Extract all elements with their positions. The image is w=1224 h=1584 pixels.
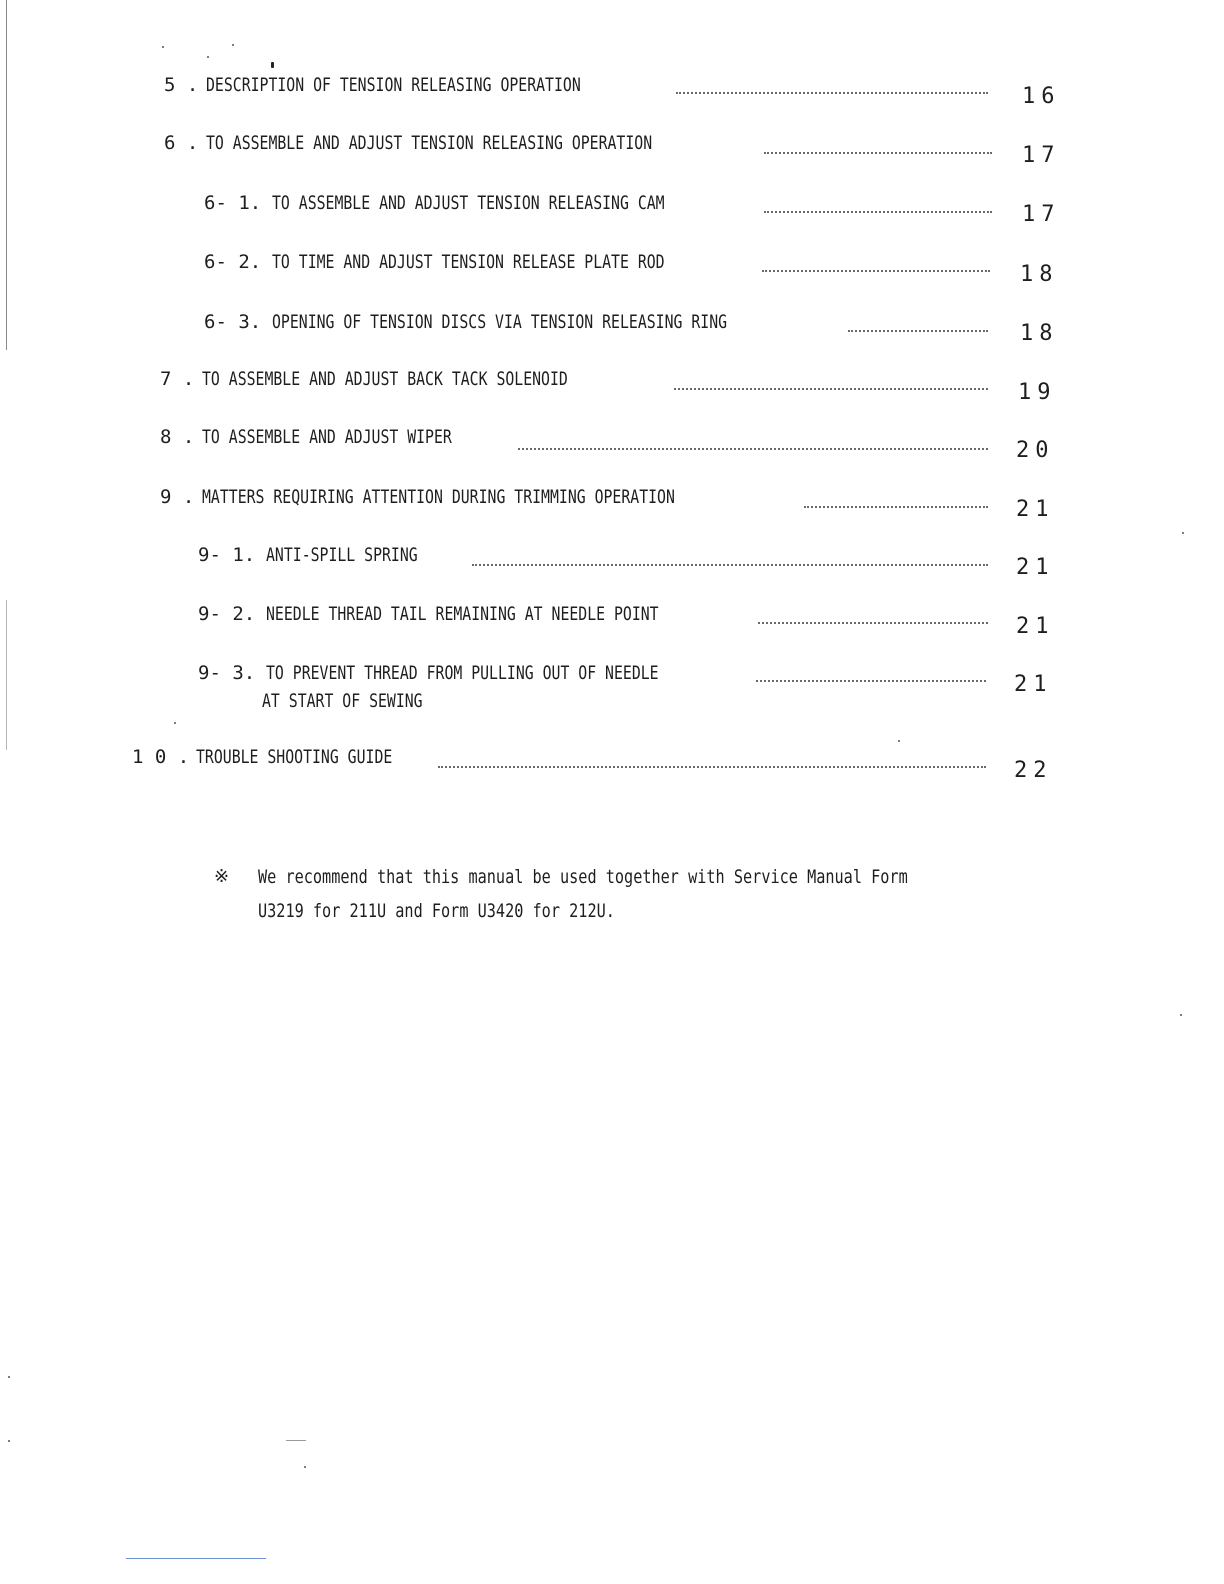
bottom-rule xyxy=(126,1558,266,1559)
toc-leader xyxy=(758,622,988,624)
toc-title: OPENING OF TENSION DISCS VIA TENSION RELEASING RING xyxy=(272,311,728,333)
toc-leader xyxy=(438,766,986,768)
toc-title-continuation: AT START OF SEWING xyxy=(262,690,423,712)
toc-entry-5 xyxy=(164,74,686,96)
toc-entry-6-1 xyxy=(204,192,775,214)
toc-entry-7 xyxy=(160,368,671,390)
toc-leader xyxy=(756,680,986,682)
toc-page-number: 19 xyxy=(1018,380,1057,405)
toc-title: NEEDLE THREAD TAIL REMAINING AT NEEDLE POINT xyxy=(266,603,659,625)
toc-leader xyxy=(676,92,988,94)
toc-page-number: 21 xyxy=(1016,614,1055,639)
toc-entry-6-3 xyxy=(204,311,855,333)
toc-page-number: 17 xyxy=(1022,143,1061,168)
scan-speck xyxy=(8,1376,10,1378)
toc-leader xyxy=(674,388,988,390)
toc-entry-9 xyxy=(160,486,808,508)
toc-entry-9-2 xyxy=(198,603,769,625)
toc-page-number: 21 xyxy=(1016,555,1055,580)
toc-page-number: 22 xyxy=(1014,758,1053,783)
toc-leader xyxy=(762,270,990,272)
toc-leader xyxy=(804,506,988,508)
toc-entry-6-2 xyxy=(204,251,775,273)
toc-entry-8 xyxy=(160,426,522,448)
toc-page-number: 16 xyxy=(1022,84,1061,109)
scan-speck xyxy=(8,1440,10,1442)
toc-number: 6 . xyxy=(164,132,199,154)
scan-speck xyxy=(898,740,900,742)
toc-title: TO ASSEMBLE AND ADJUST BACK TACK SOLENOID xyxy=(202,368,568,390)
toc-number: 5 . xyxy=(164,74,199,96)
toc-number: 6- 1. xyxy=(204,192,262,214)
toc-title: TO TIME AND ADJUST TENSION RELEASE PLATE ROD xyxy=(272,251,665,273)
toc-number: 1 0 . xyxy=(132,746,190,768)
toc-number: 6- 3. xyxy=(204,311,262,333)
scan-speck xyxy=(271,62,274,68)
toc-title: TO ASSEMBLE AND ADJUST TENSION RELEASING CAM xyxy=(272,192,665,214)
toc-number: 9- 1. xyxy=(198,544,256,566)
scan-speck xyxy=(1180,1014,1182,1016)
toc-leader xyxy=(764,152,992,154)
toc-leader xyxy=(848,330,988,332)
toc-page-number: 18 xyxy=(1020,262,1059,287)
toc-title: TO ASSEMBLE AND ADJUST WIPER xyxy=(202,426,452,448)
reference-mark-icon: ※ xyxy=(214,866,230,887)
toc-entry-10 xyxy=(132,746,448,768)
note-line-2: U3219 for 211U and Form U3420 for 212U. xyxy=(258,900,615,922)
toc-entry-6 xyxy=(164,132,778,154)
toc-leader xyxy=(518,448,988,450)
scan-edge-mark-lower xyxy=(6,600,7,750)
toc-page-number: 17 xyxy=(1022,202,1061,227)
toc-page-number: 18 xyxy=(1020,321,1059,346)
toc-entry-9-1 xyxy=(198,544,460,566)
toc-title: TROUBLE SHOOTING GUIDE xyxy=(196,746,393,768)
scan-speck xyxy=(207,56,209,58)
toc-number: 9 . xyxy=(160,486,195,508)
toc-leader xyxy=(472,564,988,566)
scan-speck xyxy=(286,1440,306,1441)
toc-number: 9- 3. xyxy=(198,662,256,684)
scan-speck xyxy=(174,722,176,724)
scan-speck xyxy=(232,44,234,46)
toc-number: 7 . xyxy=(160,368,195,390)
toc-number: 8 . xyxy=(160,426,195,448)
toc-number: 9- 2. xyxy=(198,603,256,625)
note-line-1: We recommend that this manual be used together with Service Manual Form xyxy=(258,866,908,888)
scan-speck xyxy=(304,1466,306,1468)
toc-entry-9-3 xyxy=(198,662,769,684)
scan-speck xyxy=(162,46,164,48)
toc-number: 6- 2. xyxy=(204,251,262,273)
toc-title: TO PREVENT THREAD FROM PULLING OUT OF NEEDLE xyxy=(266,662,659,684)
toc-page-number: 20 xyxy=(1016,438,1055,463)
toc-leader xyxy=(764,211,992,213)
scan-speck xyxy=(1182,532,1184,534)
toc-title: MATTERS REQUIRING ATTENTION DURING TRIMMING OPERATION xyxy=(202,486,675,508)
toc-title: ANTI-SPILL SPRING xyxy=(266,544,418,566)
toc-page-number: 21 xyxy=(1014,672,1053,697)
toc-title: DESCRIPTION OF TENSION RELEASING OPERATION xyxy=(206,74,581,96)
toc-title: TO ASSEMBLE AND ADJUST TENSION RELEASING OPERATION xyxy=(206,132,653,154)
scan-edge-mark xyxy=(6,0,7,350)
toc-page-number: 21 xyxy=(1016,497,1055,522)
